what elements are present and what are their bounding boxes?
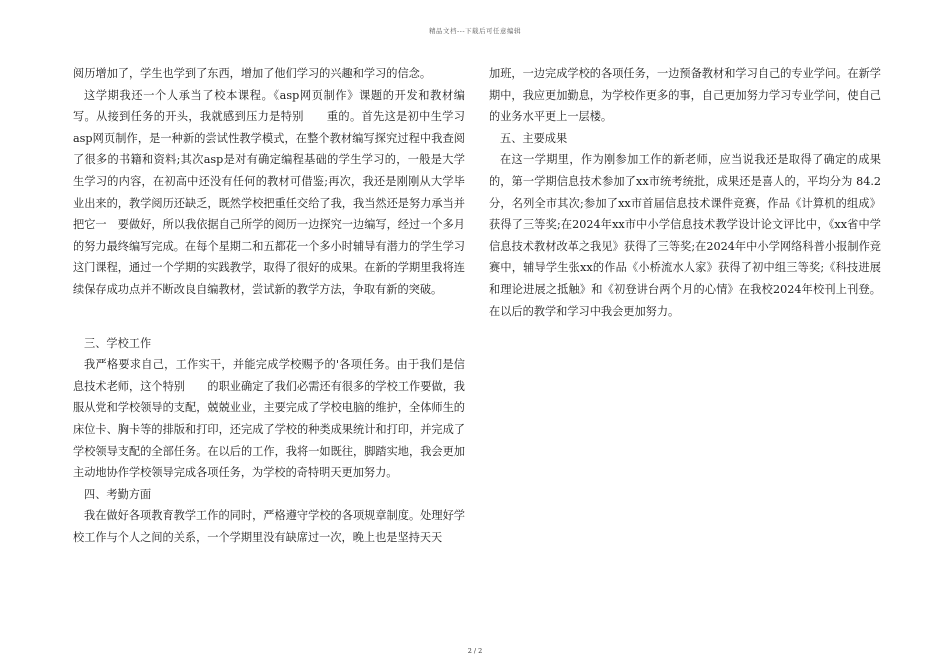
paragraph-attendance: 我在做好各项教育教学工作的同时，严格遵守学校的各项规章制度。处理好学校工作与个人之间的关系，一个学期里没有缺席过一次，晚上也是坚持天天 <box>73 509 465 544</box>
heading-main-results: 五、主要成果 <box>500 131 568 145</box>
paragraph-gap <box>73 301 465 333</box>
page-number: 2 / 2 <box>467 647 483 655</box>
paragraph-school-work: 我严格要求自己，工作实干，并能完成学校赐予的'各项任务。由于我们是信息技术老师，这个特别 的职业确定了我们必需还有很多的学校工作要做，我服从党和学校领导的支配，兢兢业业，主要完成了学校电脑的维护，全体师生的床位卡、胸卡等的排版和打印，还完成了学校的种类成果统计和打印，并完成了学校领导支配的全部任务。在以后的工作，我将一如既往，脚踏实地，我会更加主动地协作学校领导完成各项任务，为学校的奇特明天更加努力。 <box>73 358 465 480</box>
left-column <box>73 63 465 548</box>
paragraph-main-results: 在这一学期里，作为刚参加工作的新老师，应当说我还是取得了确定的成果的，第一学期信息技术参加了xx市统考统批，成果还是喜人的，平均分为 84.2分，名列全市其次;参加了xx市首届信息技术课件竞赛，作品《计算机的组成》获得了三等奖;在2024年xx市中小学信息技术教学设计论文评比中，《xx省中学信息技术教材改革之我见》获得了三等奖;在2024年中小学网络科普小报制作竞赛中，辅导学生张xx的作品《小桥流水人家》获得了初中组三等奖;《科技进展和理论进展之抵触》和《初登讲台两个月的心情》在我校2024年校刊上刊登。在以后的教学和学习中我会更加努力。 <box>489 153 881 318</box>
heading-school-work: 三、学校工作 <box>84 336 152 350</box>
header-note: 精品文档---下载后可任意编辑 <box>428 27 522 35</box>
heading-attendance: 四、考勤方面 <box>84 487 152 501</box>
paragraph-intro: 阅历增加了，学生也学到了东西，增加了他们学习的兴趣和学习的信念。 <box>73 67 432 80</box>
paragraph-course: 这学期我还一个人承当了校本课程。《asp网页制作》课题的开发和教材编写。从接到任务的开头，我就感到压力是特别 重的。首先这是初中生学习asp网页制作，是一种新的尝试性教学模式，在整个教材编写探究过程中我查阅了很多的书籍和资料;其次asp是对有确定编程基础的学生学习的，一般是大学生学习的内容，在初高中还没有任何的教材可借鉴;再次，我还是刚刚从大学毕业出来的，教学阅历还缺乏，既然学校把重任交给了我，我当然还是努力承当并把它一 要做好，所以我依据自己所学的阅历一边探究一边编写，经过一个多月的努力最终编写完成。在每个星期二和五都花一个多小时辅导有潜力的学生学习这门课程，通过一个学期的实践教学，取得了很好的成果。在新的学期里我将连续保存成功点并不断改良自编教材，尝试新的教学方法，争取有新的突破。 <box>73 88 465 296</box>
paragraph-continue: 加班，一边完成学校的各项任务，一边预备教材和学习自己的专业学问。在新学期中，我应更加勤息，为学校作更多的事，自己更加努力学习专业学问，使自己的业务水平更上一层楼。 <box>489 67 881 124</box>
right-column <box>489 63 881 322</box>
